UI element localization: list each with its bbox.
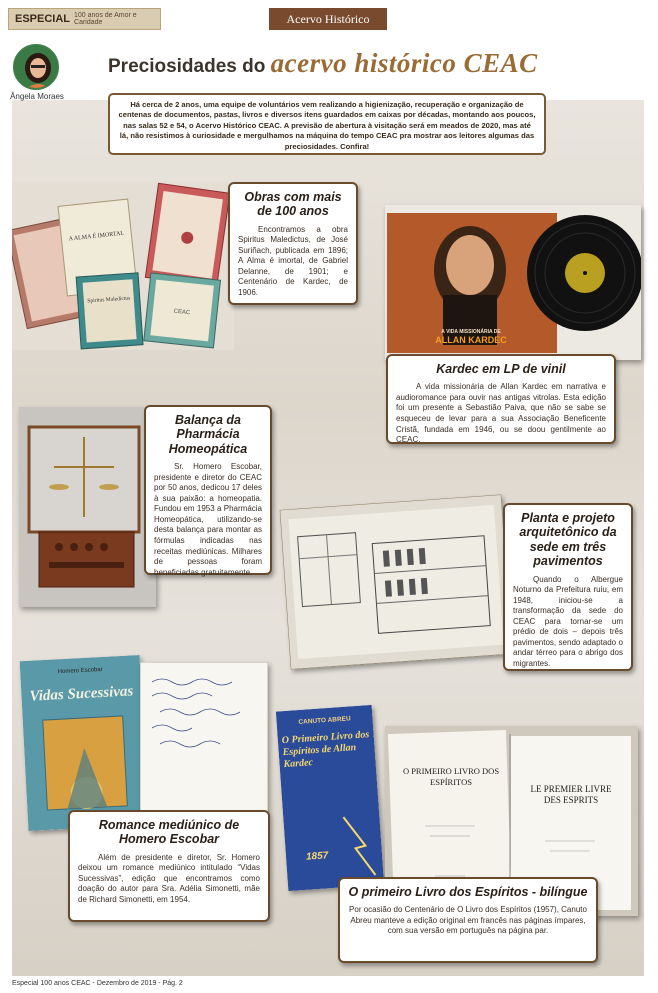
box-planta <box>503 503 633 671</box>
page-title-emphasis: acervo histórico CEAC <box>270 48 538 78</box>
author-avatar <box>13 44 59 90</box>
box-balanca <box>144 405 272 575</box>
photo-letter <box>140 662 268 812</box>
box-obras-title: Obras com mais de 100 anos <box>244 190 342 219</box>
photo-balance <box>19 407 156 607</box>
page-title-lead: Preciosidades do <box>108 56 266 77</box>
page-fr-title: LE PREMIER LIVRE DES ESPRITS <box>530 784 612 806</box>
box-romance <box>68 810 270 922</box>
photo-vidas-sucessivas <box>20 655 149 831</box>
intro-box: Há cerca de 2 anos, uma equipe de voluntários vem realizando a higienização, recuperação e organização de centenas de documentos, pastas, livros e diversos itens guardados em caixas por décadas, montando aos poucos, nas salas 52 e 54, o Acervo Histórico CEAC. A previsão de abertura à visitação será em meados de 2020, mas até lá, não resistimos à curiosidade e mergulhamos na máquina do tempo CEAC pra mostrar aos leitores algumas das preciosidades. Confira! <box>108 93 546 155</box>
book-a-title: A ALMA É IMORTAL <box>68 230 125 243</box>
photo-blueprint <box>280 494 513 669</box>
photo-primeiro-livro <box>276 705 384 891</box>
box-planta-title: Planta e projeto arquitetônico da sede em três pavimentos <box>519 511 617 569</box>
le-title: O Primeiro Livro dos Espíritos de Allan Kardec <box>281 729 370 771</box>
box-balanca-title: Balança da Pharmácia Homeopática <box>168 413 248 456</box>
box-balanca-text: Sr. Homero Escobar, presidente e diretor do CEAC por 50 anos, dedicou 17 deles à sua paixão: a homeopatia. Fundou em 1953 a Pharmácia Homeopática, utilizando-se desta balança para montar as fórmulas indicadas nas receitas mediúnicas. Milhares de pessoas foram beneficiadas gratuitamente. <box>154 462 262 577</box>
vs-title: Vidas Sucessivas <box>29 683 134 705</box>
book-b-title: Spiritus Maledictus <box>87 295 131 305</box>
lp-name: ALLAN KARDEC <box>435 335 507 345</box>
box-obras <box>228 182 358 305</box>
book-c-stamp: CEAC <box>173 308 191 317</box>
box-obras-text: Encontramos a obra Spiritus Maledictus, de José Suriñach, publicada em 1896; A Alma é imortal, de Gabriel Delanne, de 1901; e Centenário de Kardec, de 1906. <box>238 224 348 298</box>
vs-author: Homero Escobar <box>57 666 103 676</box>
box-planta-text: Quando o Albergue Noturno da Prefeitura ruiu, em 1948, iniciou-se a transformação da sede do CEAC para tornar-se um prédio de dois – depois três pavimentos, sendo adaptado o andar térreo para o abrigo dos migrantes. <box>513 574 623 668</box>
box-romance-text: Além de presidente e diretor, Sr. Homero deixou um romance mediúnico intitulado “Vidas Sucessivas”, edição que encontramos como doação do autor para Sra. Adélia Simonetti, mãe de Richard Simonetti, em 1954. <box>78 852 260 904</box>
author-name: Ângela Moraes <box>10 92 64 101</box>
box-lp-text: A vida missionária de Allan Kardec em narrativa e audioromance para ouvir nas antigas vitrolas. Esta edição foi um presente a Sebastião Paiva, que não se sabe se esqueceu de levar para a sua Associação Beneficente Cristã, fundada em 1946, ou se doou gentilmente ao CEAC. <box>396 382 606 445</box>
page-footer: Especial 100 anos CEAC - Dezembro de 2019 - Pág. 2 <box>12 980 183 987</box>
photo-lp-record <box>385 205 641 360</box>
page-pt-title: O PRIMEIRO LIVRO DOS ESPÍRITOS <box>402 766 500 787</box>
page-title <box>108 48 568 79</box>
section-tag <box>8 8 161 30</box>
box-livro-text: Por ocasião do Centenário de O Livro dos Espíritos (1957), Canuto Abreu manteve a edição original em francês nas páginas ímpares, com sua versão em português na página par. <box>349 905 587 936</box>
box-romance-title: Romance mediúnico de Homero Escobar <box>98 818 240 847</box>
lp-banner: A VIDA MISSIONÁRIA DE <box>441 329 501 335</box>
le-author: CANUTO ABREU <box>298 715 351 727</box>
section-tag-subtitle: 100 anos de Amor e Caridade <box>74 12 137 26</box>
section-badge: Acervo Histórico <box>269 8 387 30</box>
le-year: 1857 <box>305 850 329 863</box>
photo-old-books <box>12 182 234 350</box>
section-tag-label: ESPECIAL <box>15 13 71 25</box>
box-livro <box>338 877 598 963</box>
box-lp-title: Kardec em LP de vinil <box>436 362 566 376</box>
box-livro-title: O primeiro Livro dos Espíritos - bilíngue <box>348 885 588 899</box>
box-lp <box>386 354 616 444</box>
